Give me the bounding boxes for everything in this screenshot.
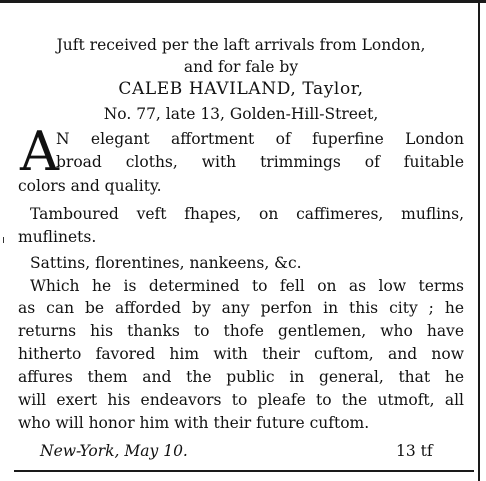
top-rule bbox=[0, 0, 486, 3]
paragraph-line: N elegant affortment of fuperfine London bbox=[56, 130, 464, 148]
paragraph-line: Tamboured veft fhapes, on caffimeres, muflins, bbox=[30, 205, 464, 223]
paragraph-line: hitherto favored him with their cuftom, and now bbox=[18, 345, 464, 363]
paragraph-line: broad cloths, with trimmings of fuitable bbox=[56, 153, 464, 171]
intro-line-2: and for fale by bbox=[183, 58, 299, 76]
paragraph-line: as can be afforded by any perfon in this city ; he bbox=[18, 299, 464, 317]
paragraph-line: muflinets. bbox=[18, 228, 97, 246]
merchant-name: CALEB HAVILAND, Taylor, bbox=[118, 79, 364, 99]
merchant-address: No. 77, late 13, Golden-Hill-Street, bbox=[103, 105, 379, 123]
paragraph-line: Sattins, florentines, nankeens, &c. bbox=[30, 254, 302, 272]
paragraph-line: who will honor him with their future cuftom. bbox=[18, 414, 370, 432]
margin-mark bbox=[3, 237, 4, 243]
insertion-reference: 13 tf bbox=[396, 442, 433, 460]
paragraph-line: returns his thanks to thofe gentlemen, who have bbox=[18, 322, 464, 340]
right-rule bbox=[478, 0, 480, 481]
paragraph-line: affures them and the public in general, that he bbox=[18, 368, 464, 386]
paragraph-line: colors and quality. bbox=[18, 177, 162, 195]
bottom-rule bbox=[14, 470, 474, 472]
place-date: New-York, May 10. bbox=[40, 442, 188, 460]
paragraph-line: Which he is determined to fell on as low terms bbox=[30, 277, 464, 295]
intro-line: Juft received per the laft arrivals from London, bbox=[56, 36, 426, 54]
drop-cap: A bbox=[20, 120, 59, 183]
paragraph-line: will exert his endeavors to pleafe to the utmoft, all bbox=[18, 391, 464, 409]
